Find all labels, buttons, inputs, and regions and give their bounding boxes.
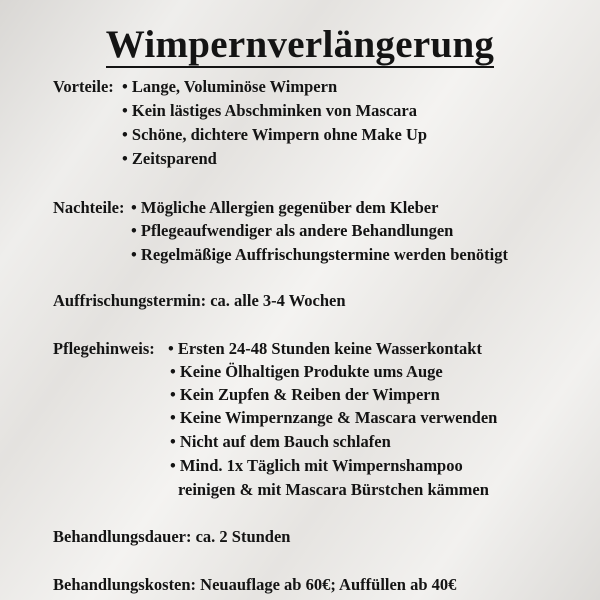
pflege-label: Pflegehinweis: (53, 339, 155, 358)
pflege-continuation: reinigen & mit Mascara Bürstchen kämmen (178, 480, 489, 499)
pflege-item: • Kein Zupfen & Reiben der Wimpern (170, 385, 440, 404)
vorteile-label: Vorteile: (53, 77, 114, 96)
nachteile-item: • Regelmäßige Auffrischungstermine werden benötigt (131, 245, 508, 264)
kosten-text: Behandlungskosten: Neuauflage ab 60€; Auffüllen ab 40€ (53, 575, 457, 594)
dauer-text: Behandlungsdauer: ca. 2 Stunden (53, 527, 291, 546)
pflege-item: • Ersten 24-48 Stunden keine Wasserkontakt (168, 339, 482, 358)
pflege-item: • Mind. 1x Täglich mit Wimpernshampoo (170, 456, 463, 475)
vorteile-item: • Zeitsparend (122, 149, 217, 168)
pflege-item: • Keine Wimpernzange & Mascara verwenden (170, 408, 498, 427)
vorteile-item: • Kein lästiges Abschminken von Mascara (122, 101, 418, 120)
title-text: Wimpernverlängerung (105, 23, 495, 66)
nachteile-item: • Pflegeaufwendiger als andere Behandlungen (131, 221, 454, 240)
vorteile-item: • Lange, Voluminöse Wimpern (122, 77, 338, 96)
nachteile-item: • Mögliche Allergien gegenüber dem Kleber (131, 198, 439, 217)
vorteile-item: • Schöne, dichtere Wimpern ohne Make Up (122, 125, 428, 144)
page-title (0, 22, 600, 67)
nachteile-label: Nachteile: (53, 198, 125, 217)
pflege-item: • Nicht auf dem Bauch schlafen (170, 432, 391, 451)
pflege-item: • Keine Ölhaltigen Produkte ums Auge (170, 362, 443, 381)
auffrischung-text: Auffrischungstermin: ca. alle 3-4 Wochen (53, 291, 346, 310)
